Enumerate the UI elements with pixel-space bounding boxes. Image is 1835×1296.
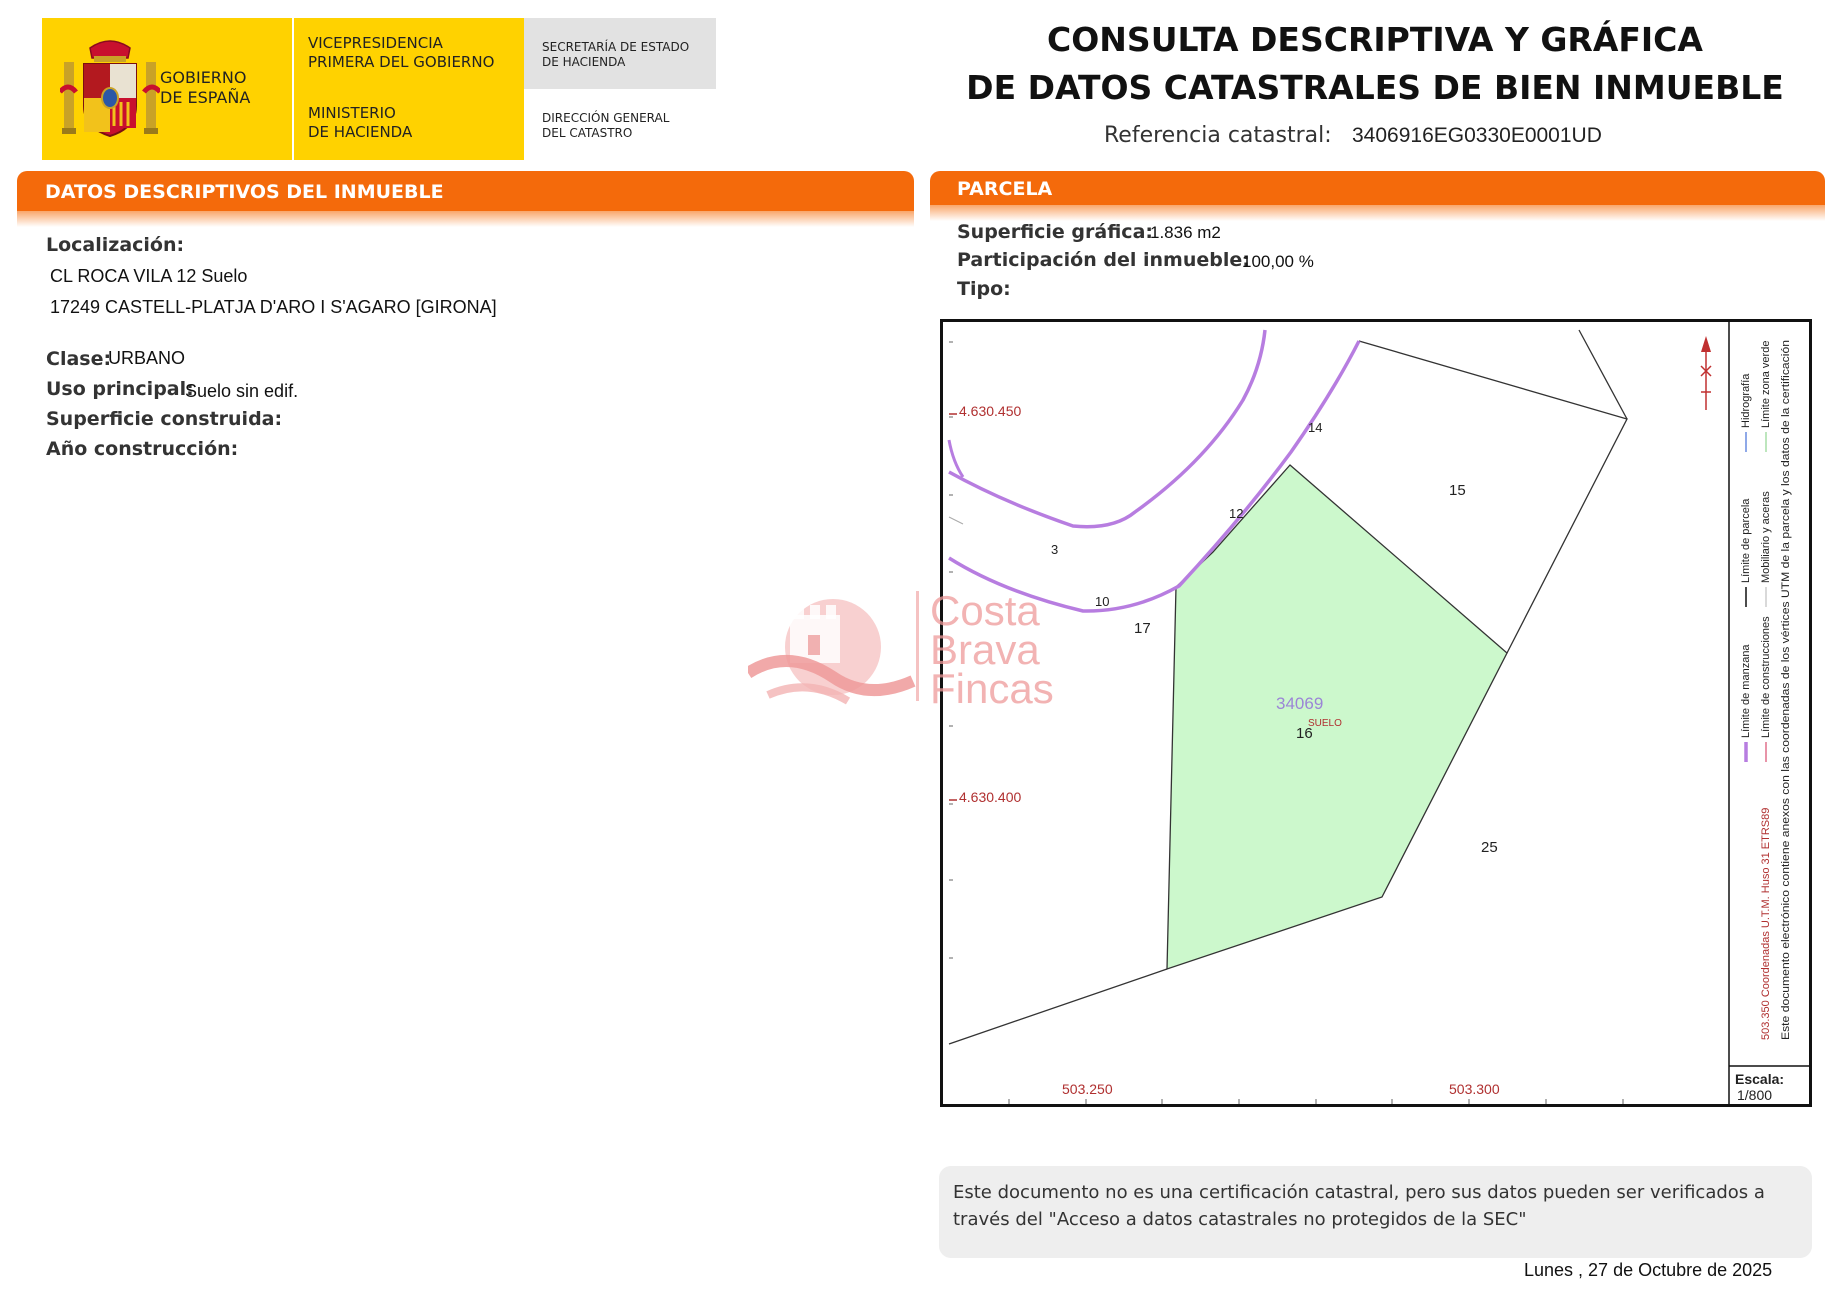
parcel-number-label: 16 bbox=[1296, 725, 1313, 742]
localizacion-label: Localización: bbox=[46, 234, 185, 256]
scale-label: Escala: bbox=[1735, 1071, 1785, 1087]
secretaria-cell bbox=[524, 18, 716, 89]
street-boundary-upper bbox=[949, 330, 1265, 527]
neighbor-parcel-label: 25 bbox=[1481, 839, 1498, 856]
legend-hidrografia-text: Hidrografía bbox=[1740, 373, 1752, 428]
x-coord-left: 503.250 bbox=[1062, 1081, 1113, 1097]
legend-mobiliario-text: Mobiliario y aceras bbox=[1760, 491, 1772, 583]
watermark-text-2: Brava bbox=[930, 626, 1040, 673]
sec-line-1: SECRETARÍA DE ESTADO bbox=[542, 40, 690, 54]
scale-value: 1/800 bbox=[1737, 1087, 1773, 1103]
direccion-catastro-cell bbox=[524, 89, 716, 160]
x-coord-right: 503.300 bbox=[1449, 1081, 1500, 1097]
tipo-label: Tipo: bbox=[957, 278, 1011, 300]
street-number-label: 10 bbox=[1095, 594, 1110, 609]
y-coord-top: 4.630.450 bbox=[959, 403, 1022, 419]
sidewalk-line bbox=[949, 517, 963, 524]
verification-notice: Este documento no es una certificación catastral, pero sus datos pueden ser verificados a través del "Acceso a datos catastrales no protegidos de la SEC" bbox=[939, 1166, 1812, 1258]
watermark-text-1: Costa bbox=[930, 587, 1040, 634]
legend-construcciones-text: Límite de construcciones bbox=[1760, 616, 1772, 738]
section-divider bbox=[17, 211, 914, 227]
superficie-grafica-value: 1.836 m2 bbox=[1150, 223, 1221, 242]
coat-of-arms-icon bbox=[60, 32, 160, 144]
sec-line-2: DE HACIENDA bbox=[542, 55, 626, 69]
neighbor-parcel-label: 15 bbox=[1449, 482, 1466, 499]
parcel-type-label: SUELO bbox=[1308, 718, 1342, 729]
tower-wave-logo-icon bbox=[748, 585, 918, 725]
dir-line-2: DEL CATASTRO bbox=[542, 126, 633, 140]
section-divider bbox=[930, 205, 1825, 221]
utm-coords-note: 503.350 Coordenadas U.T.M. Huso 31 ETRS89 bbox=[1760, 807, 1772, 1040]
costa-brava-fincas-watermark bbox=[748, 585, 1093, 725]
superficie-grafica-label: Superficie gráfica: bbox=[957, 221, 1153, 243]
north-arrow-icon bbox=[1701, 336, 1711, 410]
vice-line-2: PRIMERA DEL GOBIERNO bbox=[308, 52, 495, 71]
street-number-label: 14 bbox=[1308, 420, 1323, 435]
gov-line-2: DE ESPAÑA bbox=[160, 88, 251, 107]
street-number-label: 3 bbox=[1051, 542, 1059, 557]
ref-catastral-value: 3406916EG0330E0001UD bbox=[1352, 124, 1602, 147]
participacion-label: Participación del inmueble: bbox=[957, 249, 1250, 271]
document-date: Lunes , 27 de Octubre de 2025 bbox=[1524, 1260, 1773, 1280]
document-title-line-2: DE DATOS CATASTRALES DE BIEN INMUEBLE bbox=[966, 68, 1784, 107]
y-coord-bottom: 4.630.400 bbox=[959, 789, 1022, 805]
legend-zona-verde-text: Límite zona verde bbox=[1760, 340, 1772, 428]
parcel-boundary-line bbox=[949, 969, 1167, 1044]
government-logo-block bbox=[42, 18, 716, 160]
legend-parcela-text: Límite de parcela bbox=[1740, 498, 1752, 583]
dir-line-1: DIRECCIÓN GENERAL bbox=[542, 111, 670, 125]
parcel-id-label: 34069 bbox=[1276, 694, 1324, 713]
street-number-label: 12 bbox=[1229, 506, 1244, 521]
min-line-2: DE HACIENDA bbox=[308, 122, 413, 141]
parcela-section-header: PARCELA bbox=[930, 171, 1825, 207]
min-line-1: MINISTERIO bbox=[308, 104, 396, 122]
uso-principal-value: Suelo sin edif. bbox=[185, 381, 299, 401]
ref-catastral-label: Referencia catastral: bbox=[1104, 123, 1332, 148]
vice-line-1: VICEPRESIDENCIA bbox=[308, 34, 443, 52]
gov-line-1: GOBIERNO bbox=[160, 68, 247, 87]
localizacion-line-1: CL ROCA VILA 12 Suelo bbox=[50, 266, 248, 286]
parcel-boundary-line bbox=[1579, 330, 1627, 419]
document-title-line-1: CONSULTA DESCRIPTIVA Y GRÁFICA bbox=[1047, 20, 1703, 59]
neighbor-parcel-label: 17 bbox=[1134, 620, 1151, 637]
descriptive-data-section-header: DATOS DESCRIPTIVOS DEL INMUEBLE bbox=[17, 171, 914, 213]
superficie-construida-label: Superficie construida: bbox=[46, 408, 283, 430]
gobierno-espana-cell bbox=[42, 18, 292, 160]
legend-manzana-text: Límite de manzana bbox=[1740, 644, 1752, 738]
uso-principal-label: Uso principal: bbox=[46, 378, 194, 400]
participacion-value: 100,00 % bbox=[1242, 252, 1314, 271]
localizacion-line-2: 17249 CASTELL-PLATJA D'ARO I S'AGARO [GIRONA] bbox=[50, 297, 497, 317]
watermark-divider bbox=[916, 591, 919, 701]
clase-label: Clase: bbox=[46, 348, 112, 370]
document-annex-note: Este documento electrónico contiene anexos con las coordenadas de los vértices UTM de la parcela y los datos de la certificación bbox=[1780, 406, 1792, 1040]
anio-construccion-label: Año construcción: bbox=[46, 438, 239, 460]
watermark-text-3: Fincas bbox=[930, 665, 1054, 712]
vicepresidencia-cell bbox=[294, 18, 524, 160]
clase-value: URBANO bbox=[108, 348, 186, 368]
